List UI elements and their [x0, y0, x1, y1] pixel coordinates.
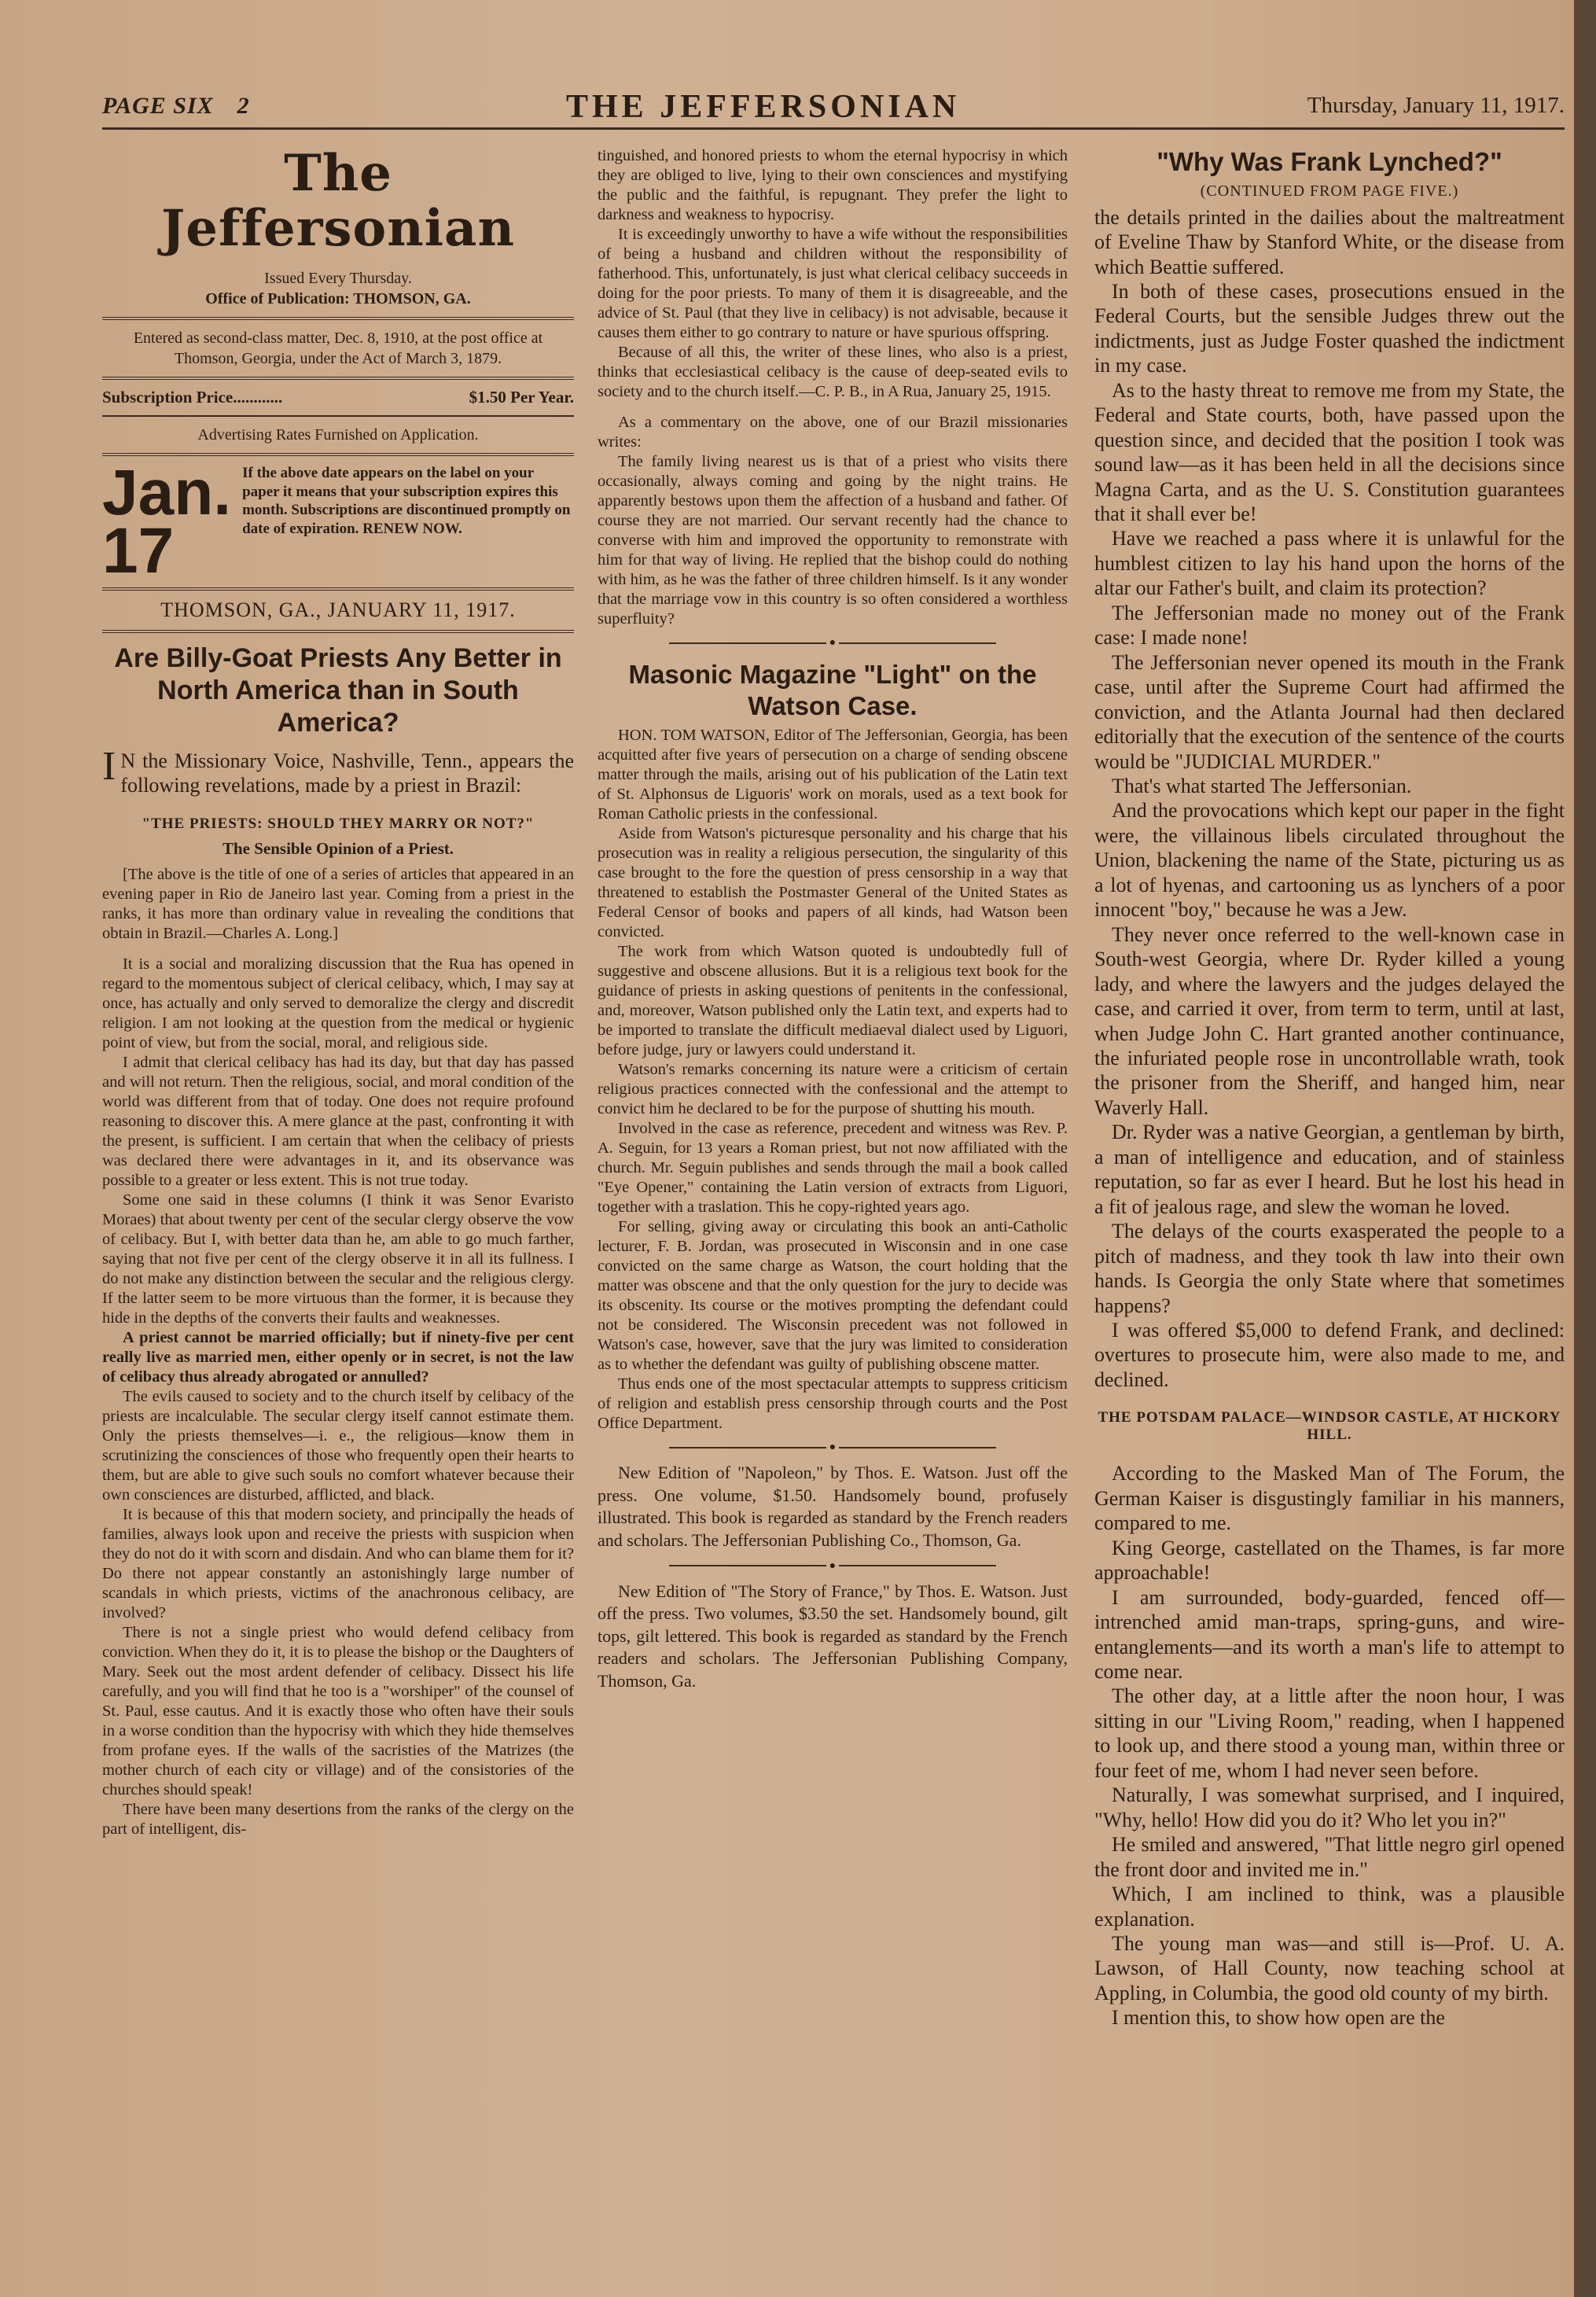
dateline: THOMSON, GA., JANUARY 11, 1917. — [160, 598, 516, 622]
column-1 — [102, 146, 574, 2262]
article1-lede: I N the Missionary Voice, Nashville, Tenn., appears the following revelations, made by a priest in Brazil: — [102, 743, 574, 797]
page-edge-shadow — [1574, 0, 1596, 2297]
expiry-notice: If the above date appears on the label on your paper it means that your subscription expires this month. Subscriptions are discontinued promptly on date of expiration. RENEW NOW. — [242, 464, 571, 538]
column-3 — [1094, 146, 1565, 2262]
article2-paragraph: The work from which Watson quoted is undoubtedly full of suggestive and obscene allusions. But it is a religious text book for the guidance of priests in asking questions of penitents in the confessional, and, moreover, Watson published only the Latin text, and experts had to be imported to translate the difficult mediaeval dialect used by Liguori, before judge, jury or lawyers could understand it. — [598, 943, 1068, 1059]
divider — [102, 317, 574, 320]
divider — [102, 630, 574, 633]
article1-paragraph: The family living nearest us is that of a priest who visits there occasionally, always coming and going by the night trains. He apparently bestows upon them the affection of a husband and father. Of course they are not married. Our servant recently had the chance to converse with him and improved the opportunity to remonstrate with him for that way of living. He replied that the bishop could do nothing with him, as he was the father of three children himself. Is it any wonder that the marriage vow in this country is so often considered a worthless superfluity? — [598, 453, 1068, 628]
article3-paragraph: I am surrounded, body-guarded, fenced off—intrenched amid man-traps, spring-guns, and wire-entanglements—and its worth a man's life to attempt to come near. — [1094, 1585, 1565, 1683]
office-line: Office of Publication: THOMSON, GA. — [205, 289, 471, 307]
article3-paragraph: I was offered $5,000 to defend Frank, and declined: overtures to prosecute him, were also made to me, and declined. — [1094, 1318, 1565, 1391]
article3-paragraph: That's what started The Jeffersonian. — [1112, 775, 1412, 798]
article3-paragraph: The delays of the courts exasperated the people to a pitch of madness, and they took th law into their own hands. Is Georgia the only State where that sometimes happens? — [1094, 1220, 1565, 1317]
article1-subhead2: The Sensible Opinion of a Priest. — [222, 838, 454, 858]
article1-paragraph: It is exceedingly unworthy to have a wife without the responsibilities of being a husband and children without the responsibility of fatherhood. This, unfortunately, is just what clerical celibacy succeeds in doing for the poor priests. To many of them it is disagreeable, and the advice of St. Paul (that they live in celibacy) is not advisable, because it causes them either to go contrary to nature or have spurious offspring. — [598, 226, 1068, 341]
article3-subhead: THE POTSDAM PALACE—WINDSOR CASTLE, AT HICKORY HILL. — [1098, 1409, 1561, 1444]
article3-paragraph: As to the hasty threat to remove me from my State, the Federal and State courts, both, have passed upon the question since, and decided that the position I took was sound law—as it has been held in all the decisions since Magna Carta, and as the U. S. Constitution guarantees that it shall ever be! — [1094, 378, 1565, 526]
article2-paragraph: For selling, giving away or circulating this book an anti-Catholic lecturer, F. B. Jordan, was prosecuted in Wisconsin and in one case convicted on the same charge as Watson, the court holding that the matter was obscene and that the only question for the jury to decide was its obscenity. Its course or the motives prompting the defendant could not be considered. The Wisconsin precedent was not followed in Watson's case, however, save that the jury was limited to consideration as to whether the defendant was guilty of publishing obscene matter. — [598, 1218, 1068, 1374]
page-label: PAGE SIX 2 — [102, 93, 250, 119]
article3-paragraph: Have we reached a pass where it is unlawful for the humblest citizen to lay his hand upon the horns of the altar our Father's built, and claim its protection? — [1094, 527, 1565, 600]
article1-paragraph: It is a social and moralizing discussion that the Rua has opened in regard to the momentous subject of clerical celibacy, which, I may say at once, has actually and only served to demoralize the clergy and discredit religion. I am not looking at the question from the medical or hygienic point of view, but from the social, moral, and religious side. — [102, 955, 574, 1051]
divider — [102, 453, 574, 456]
article3-paragraph: And the provocations which kept our paper in the fight were, the villainous libels circulated throughout the Union, blackening the name of the State, picturing us as a lot of hyenas, and cartooning us as lynchers of a poor innocent "boy," because he was a Jew. — [1094, 799, 1565, 922]
advertising-notice: Advertising Rates Furnished on Application. — [197, 425, 479, 444]
entered-notice: Entered as second-class matter, Dec. 8, 1910, at the post office at Thomson, Georgia, under the Act of March 3, 1879. — [133, 329, 543, 367]
article3-headline: "Why Was Frank Lynched?" — [1157, 147, 1502, 176]
subscription-price — [102, 388, 574, 407]
article3-paragraph: Which, I am inclined to think, was a plausible explanation. — [1094, 1883, 1565, 1931]
article1-paragraph: There is not a single priest who would defend celibacy from conviction. When they do it, it is to please the bishop or the Daughters of Mary. Seek out the most ardent defender of celibacy. Dissect his life carefully, and you will find that he too is a "worshiper" of the counsel of St. Paul, esse cautus. And it is exactly those who often have their souls in a worse condition than the hypocrisy with which they hide themselves from profane eyes. If the walls of the sacristies of the Matrizes (the mother church of each city or village) and of the consistories of the churches should speak! — [102, 1623, 574, 1798]
issue-date: Thursday, January 11, 1917. — [1307, 93, 1565, 118]
article1-paragraph: As a commentary on the above, one of our Brazil missionaries writes: — [598, 414, 1068, 451]
price-value: $1.50 Per Year. — [469, 387, 574, 407]
article1-paragraph: tinguished, and honored priests to whom the eternal hypocrisy in which they are obliged to live, lying to their own consciences and mystifying the public and the faithful, is repugnant. They prefer the light to darkness and weakness to hypocrisy. — [598, 147, 1068, 223]
separator: ● — [598, 1560, 1068, 1573]
continued-notice: (CONTINUED FROM PAGE FIVE.) — [1200, 182, 1459, 200]
separator: ● — [598, 637, 1068, 650]
article1-headline: Are Billy-Goat Priests Any Better in North America than in South America? — [114, 643, 562, 738]
article3-paragraph: Naturally, I was somewhat surprised, and I inquired, "Why, hello! How did you do it? Who let you in?" — [1094, 1783, 1565, 1831]
article1-paragraph: I admit that clerical celibacy has had its day, but that day has passed and will not return. Then the religious, social, and moral condition of the world was different from that of today. One does not require profound reasoning to discover this. A mere glance at the past, confronting it with the present, is sufficient. I am certain that when the celibacy of priests was declared there were advantages in it, and its observance was possible to a greater or less extent. This is not true today. — [102, 1053, 574, 1189]
divider — [102, 587, 574, 591]
article3-paragraph: Dr. Ryder was a native Georgian, a gentleman by birth, a man of intelligence and education, and of stainless reputation, so far as ever I heard. But he lost his head in a fit of jealous rage, and slew the woman he loved. — [1094, 1121, 1565, 1218]
article2-paragraph: Aside from Watson's picturesque personality and his charge that his prosecution was in reality a religious persecution, the singularity of this case brought to the fore the question of press censorship in a way that threatened to establish the Postmaster General of the United States as Federal Censor of books and papers of all kinds, had Watson been convicted. — [598, 825, 1068, 941]
masthead-title: The Jeffersonian — [160, 146, 516, 259]
article3-paragraph: King George, castellated on the Thames, is far more approachable! — [1094, 1536, 1565, 1585]
article2-paragraph: Thus ends one of the most spectacular attempts to suppress criticism of religion and establish press censorship through courts and the Post Office Department. — [598, 1375, 1068, 1433]
article2-paragraph: HON. TOM WATSON, Editor of The Jeffersonian, Georgia, has been acquitted after five years of persecution on a charge of sending obscene matter through the mails, arising out of his publication of the Latin text of St. Alphonsus de Liguoris' work on morals, used as a text book for Roman Catholic priests in the confessional. — [598, 727, 1068, 823]
article3-paragraph: the details printed in the dailies about the maltreatment of Eveline Thaw by Stanford White, or the disease from which Beattie suffered. — [1094, 205, 1565, 278]
column-2 — [598, 146, 1068, 2262]
article1-paragraph: [The above is the title of one of a series of articles that appeared in an evening paper in Rio de Janeiro last year. Coming from a priest in the ranks, it has more than ordinary value in revealing the conditions that obtain in Brazil.—Charles A. Long.] — [102, 865, 574, 942]
article3-paragraph: The Jeffersonian never opened its mouth in the Frank case, until after the Supreme Court had affirmed the conviction, and the Atlanta Journal had then declared editorially that the execution of the sentence of the courts would be "JUDICIAL MURDER." — [1094, 650, 1565, 773]
article3-paragraph: According to the Masked Man of The Forum, the German Kaiser is disgustingly familiar in his manners, compared to me. — [1094, 1462, 1565, 1535]
article3-paragraph: I mention this, to show how open are the — [1112, 2006, 1445, 2030]
issued-line: Issued Every Thursday. — [264, 269, 412, 287]
article3-paragraph: The Jeffersonian made no money out of the Frank case: I made none! — [1094, 601, 1565, 650]
article1-paragraph: Some one said in these columns (I think it was Senor Evaristo Moraes) that about twenty per cent of the secular clergy observe the vow of celibacy. But I, with better data than he, am able to go much farther, saying that not five per cent of the clergy observe it in all its fullness. I do not make any distinction between the secular and the religious clergy. If the latter seem to be more virtuous than the former, it is because they hide in the depths of the converts their faults and weaknesses. — [102, 1191, 574, 1327]
article3-paragraph: The other day, at a little after the noon hour, I was sitting in our "Living Room," reading, when I happened to look up, and there stood a young man, within three or four feet of me, whom I had never seen before. — [1094, 1684, 1565, 1782]
article1-paragraph: It is because of this that modern society, and principally the heads of families, always look upon and receive the priests with suspicion when they do not do it with scorn and disdain. And who can blame them for it? Do there not appear constantly an astonishingly large number of scandals in which priests, victims of the anachronous celibacy, are involved? — [102, 1505, 574, 1622]
article1-paragraph: The evils caused to society and to the church itself by celibacy of the priests are incalculable. The secular clergy itself cannot estimate them. Only the priests themselves—i. e., the religious—know them in scrutinizing the consciences of those who frequently open their hearts to them, but are able to give such souls no comfort whatever because their own consciences are disturbed, afflicted, and black. — [102, 1387, 574, 1504]
article1-paragraph: Because of all this, the writer of these lines, who also is a priest, thinks that ecclesiastical celibacy is the cause of deep-seated evils to society and to the church itself.—C. P. B., in A Rua, January 25, 1915. — [598, 344, 1068, 400]
separator: ● — [598, 1441, 1068, 1454]
article1-paragraph: A priest cannot be married officially; but if ninety-five per cent really live as married men, either openly or in secret, is not the law of celibacy thus already abrogated or annulled? — [102, 1328, 574, 1386]
price-label: Subscription Price............ — [102, 387, 283, 407]
advertisement-napoleon: New Edition of "Napoleon," by Thos. E. Watson. Just off the press. One volume, $1.50. Handsomely bound, profusely illustrated. This book is regarded as standard by the French readers and scholars. The Jeffersonian Publishing Co., Thomson, Ga. — [598, 1463, 1068, 1550]
page-number: 2 — [237, 93, 250, 119]
page-header — [102, 89, 1565, 130]
advertisement-story-of-france: New Edition of "The Story of France," by Thos. E. Watson. Just off the press. Two volumes, $3.50 the set. Handsomely bound, gilt tops, gilt lettered. This book is regarded as standard by the French readers and scholars. The Jeffersonian Publishing Company, Thomson, Ga. — [598, 1581, 1068, 1691]
article3-paragraph: The young man was—and still is—Prof. U. A. Lawson, of Hall County, now teaching school at Appling, in Columbia, the good old county of my birth. — [1094, 1931, 1565, 2004]
article2-paragraph: Involved in the case as reference, precedent and witness was Rev. P. A. Seguin, for 13 years a Roman priest, but not now affiliated with the church. Mr. Seguin publishes and sends through the mail a book called "Eye Opener," containing the Latin version of extracts from Liguori, together with a traslation. This he copy-righted years ago. — [598, 1120, 1068, 1217]
divider — [102, 377, 574, 380]
article3-paragraph: They never once referred to the well-known case in South-west Georgia, where Dr. Ryder killed a young lady, and where the lawyers and the judges delayed the case, and carried it over, from term to term, until at last, when Judge John C. Hart granted another continuance, the infuriated people rose in uncontrollable wrath, took the prisoner from the Sheriff, and hanged him, near Waverly Hall. — [1094, 922, 1565, 1119]
article2-paragraph: Watson's remarks concerning its nature were a criticism of certain religious practices connected with the confessional and the attempt to convict him he declared to be for the purpose of shutting his mouth. — [598, 1061, 1068, 1118]
article2-headline: Masonic Magazine "Light" on the Watson Case. — [628, 660, 1037, 720]
paper-title: THE JEFFERSONIAN — [566, 89, 961, 125]
expiry-date: Jan. 17 — [102, 456, 232, 587]
article1-paragraph: There have been many desertions from the ranks of the clergy on the part of intelligent, dis- — [102, 1800, 574, 1838]
expiry-notice-box — [102, 456, 574, 587]
divider — [102, 415, 574, 417]
article3-paragraph: He smiled and answered, "That little negro girl opened the front door and invited me in." — [1094, 1833, 1565, 1881]
article1-subhead: "THE PRIESTS: SHOULD THEY MARRY OR NOT?" — [142, 815, 535, 832]
article3-paragraph: In both of these cases, prosecutions ensued in the Federal Courts, but the sensible Judges threw out the indictments, just as Judge Foster quashed the indictment in my case. — [1094, 279, 1565, 377]
